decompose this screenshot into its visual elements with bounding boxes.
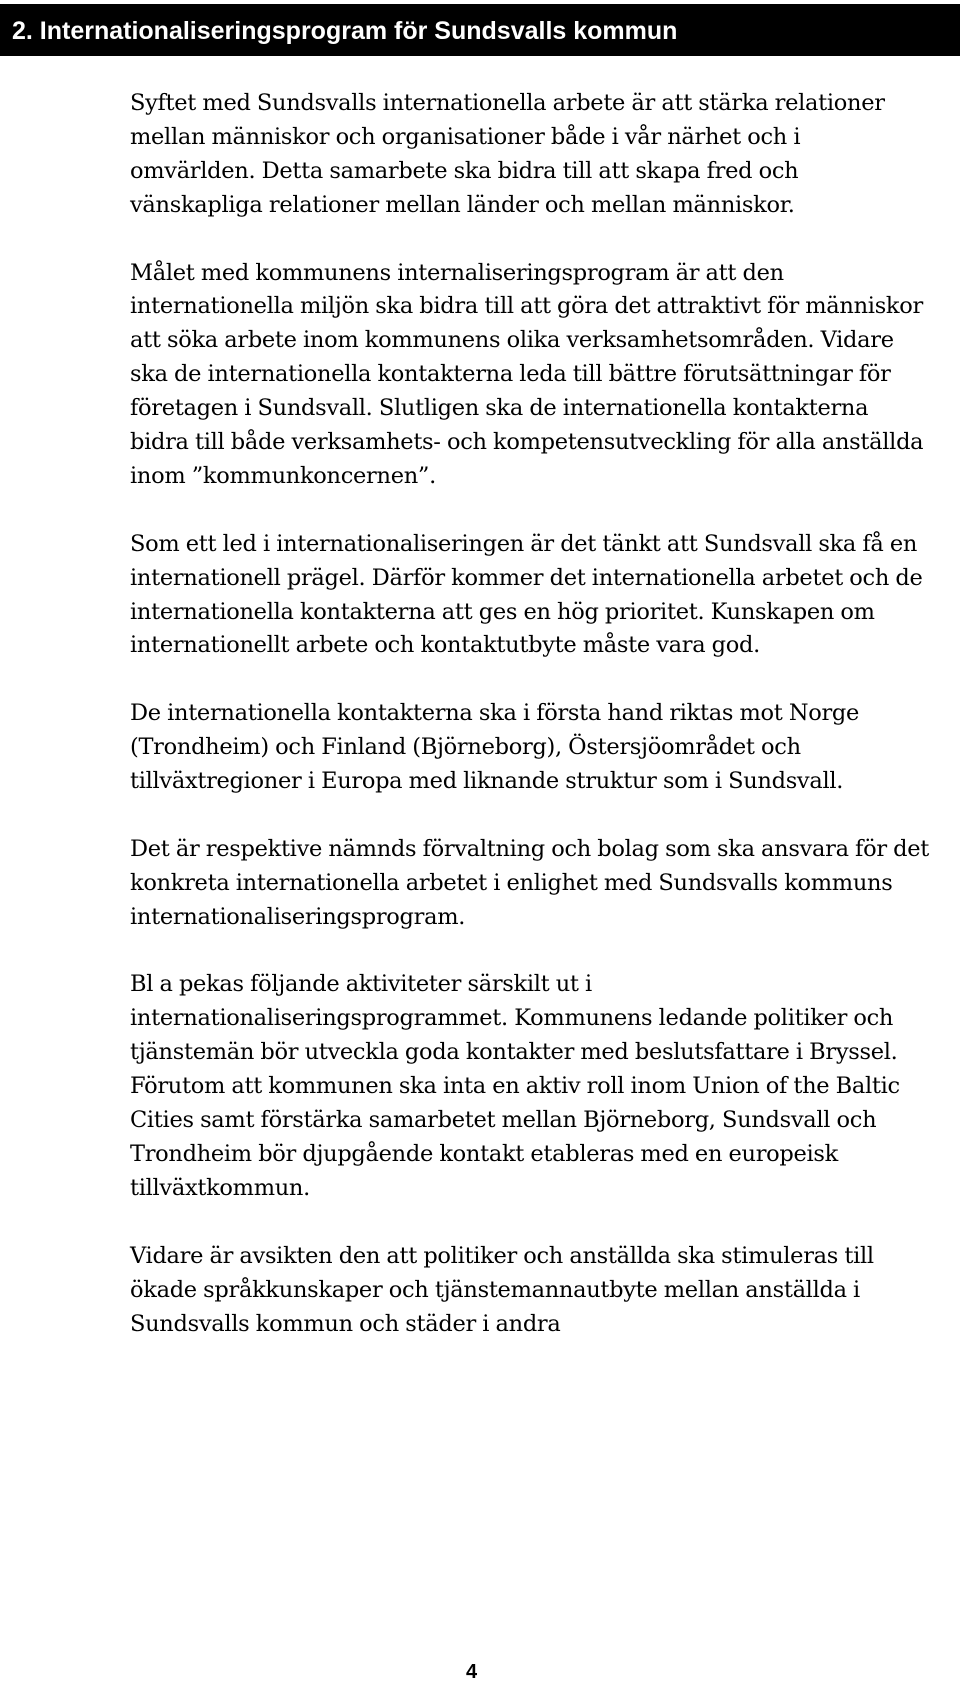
paragraph-activities: Bl a pekas följande aktiviteter särskilt ut i internationaliseringsprogrammet. Kommunens ledande politiker och tjänstemän bör utveckla goda kontakter med beslutsfattare i Bryssel. Förutom att kommunen ska inta en aktiv roll inom Union of the Baltic Cities samt förstärka samarbetet mellan Björneborg, Sundsvall och Trondheim bör djupgående kontakt etableras med en europeisk tillväxtkommun. xyxy=(130,971,900,1201)
paragraph-responsibility: Det är respektive nämnds förvaltning och bolag som ska ansvara för det konkreta internationella arbetet i enlighet med Sundsvalls kommuns internationaliseringsprogram. xyxy=(130,835,929,930)
section-header-bar xyxy=(0,4,960,56)
paragraph-goal: Målet med kommunens internaliseringsprogram är att den internationella miljön ska bidra till att göra det attraktivt för människor att söka arbete inom kommunens olika verksamhetsområden. Vidare ska de internationella kontakterna leda till bättre förutsättningar för företagen i Sundsvall. Slutligen ska de internationella kontakterna bidra till både verksamhets- och kompetensutveckling för alla anställda inom ”kommunkoncernen”. xyxy=(130,259,924,489)
paragraph-contacts: De internationella kontakterna ska i första hand riktas mot Norge (Trondheim) och Finland (Björneborg), Östersjöområdet och tillväxtregioner i Europa med liknande struktur som i Sundsvall. xyxy=(130,700,860,795)
document-body xyxy=(130,87,930,1341)
paragraph-language-exchange: Vidare är avsikten den att politiker och anställda ska stimuleras till ökade språkkunskaper och tjänstemannautbyte mellan anställda i Sundsvalls kommun och städer i andra xyxy=(130,1242,874,1337)
paragraph-purpose: Syftet med Sundsvalls internationella arbete är att stärka relationer mellan människor och organisationer både i vår närhet och i omvärlden. Detta samarbete ska bidra till att skapa fred och vänskapliga relationer mellan länder och mellan människor. xyxy=(130,90,885,218)
section-title: 2. Internationaliseringsprogram för Sundsvalls kommun xyxy=(12,17,678,45)
page-number: 4 xyxy=(466,1661,478,1683)
paragraph-internationalization: Som ett led i internationaliseringen är det tänkt att Sundsvall ska få en internationell prägel. Därför kommer det internationella arbetet och de internationella kontakterna att ges en hög prioritet. Kunskapen om internationellt arbete och kontaktutbyte måste vara god. xyxy=(130,530,923,659)
